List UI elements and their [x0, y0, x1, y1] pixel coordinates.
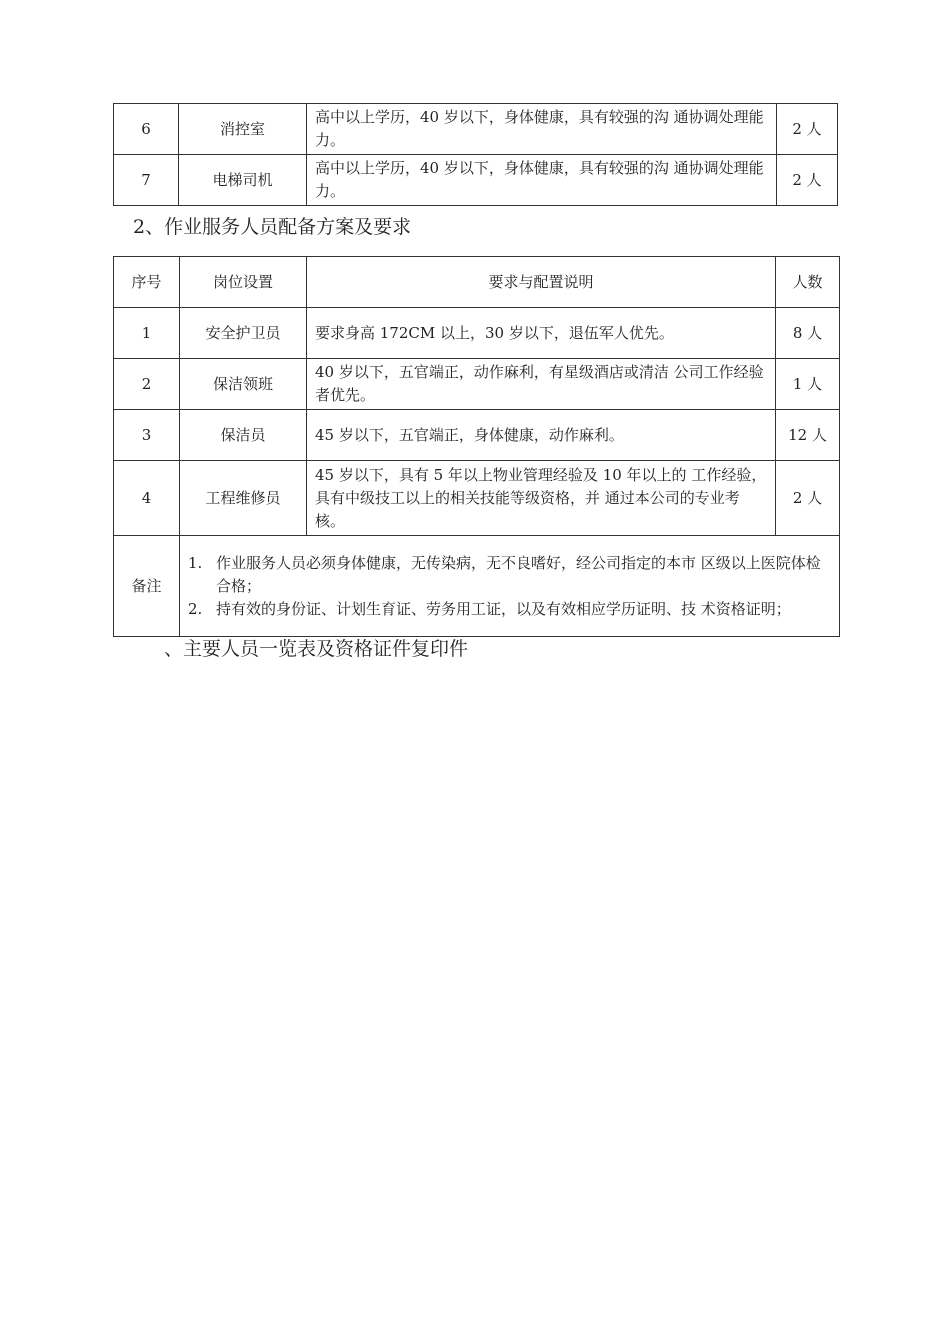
notes-row	[114, 536, 840, 637]
table-row	[114, 461, 840, 536]
post-name: 电梯司机	[179, 155, 307, 206]
note-number: 1.	[188, 553, 203, 572]
table-header-row	[114, 257, 840, 308]
note-text: 持有效的身份证、计划生育证、劳务用工证，以及有效相应学历证明、技 术资格证明；	[216, 599, 791, 618]
row-number: 3	[114, 410, 180, 461]
section-heading-key-personnel: 、主要人员一览表及资格证件复印件	[164, 638, 469, 660]
headcount: 8 人	[776, 308, 840, 359]
row-number: 2	[114, 359, 180, 410]
row-number: 4	[114, 461, 180, 536]
note-number: 2.	[188, 599, 203, 618]
notes-label: 备注	[114, 536, 180, 637]
section-heading-staffing-plan: 2、作业服务人员配备方案及要求	[133, 216, 412, 238]
post-requirements: 45 岁以下，具有 5 年以上物业管理经验及 10 年以上的 工作经验，具有中级技工以上的相关技能等级资格，并 通过本公司的专业考核。	[307, 461, 776, 536]
post-name: 消控室	[179, 104, 307, 155]
note-item	[188, 552, 831, 598]
post-name: 保洁领班	[180, 359, 307, 410]
post-requirements-table-continued	[113, 103, 838, 206]
table-row	[114, 410, 840, 461]
column-header-number: 序号	[114, 257, 180, 308]
table-row	[114, 359, 840, 410]
table-row	[114, 155, 838, 206]
staffing-plan-table	[113, 256, 840, 637]
post-name: 工程维修员	[180, 461, 307, 536]
table-row	[114, 104, 838, 155]
post-requirements: 40 岁以下，五官端正，动作麻利，有星级酒店或清洁 公司工作经验者优先。	[307, 359, 776, 410]
post-requirements: 45 岁以下，五官端正，身体健康，动作麻利。	[307, 410, 776, 461]
headcount: 12 人	[776, 410, 840, 461]
column-header-post: 岗位设置	[180, 257, 307, 308]
column-header-headcount: 人数	[776, 257, 840, 308]
post-requirements: 高中以上学历，40 岁以下，身体健康，具有较强的沟 通协调处理能力。	[307, 155, 777, 206]
headcount: 2 人	[777, 104, 838, 155]
table-row	[114, 308, 840, 359]
column-header-description: 要求与配置说明	[307, 257, 776, 308]
post-requirements: 要求身高 172CM 以上，30 岁以下，退伍军人优先。	[307, 308, 776, 359]
note-text: 作业服务人员必须身体健康，无传染病，无不良嗜好，经公司指定的本市 区级以上医院体检合格；	[216, 553, 821, 595]
headcount: 2 人	[777, 155, 838, 206]
row-number: 6	[114, 104, 179, 155]
headcount: 1 人	[776, 359, 840, 410]
post-name: 安全护卫员	[180, 308, 307, 359]
row-number: 1	[114, 308, 180, 359]
headcount: 2 人	[776, 461, 840, 536]
note-item	[188, 598, 831, 621]
post-requirements: 高中以上学历，40 岁以下，身体健康，具有较强的沟 通协调处理能力。	[307, 104, 777, 155]
post-name: 保洁员	[180, 410, 307, 461]
row-number: 7	[114, 155, 179, 206]
notes-content	[180, 536, 840, 637]
